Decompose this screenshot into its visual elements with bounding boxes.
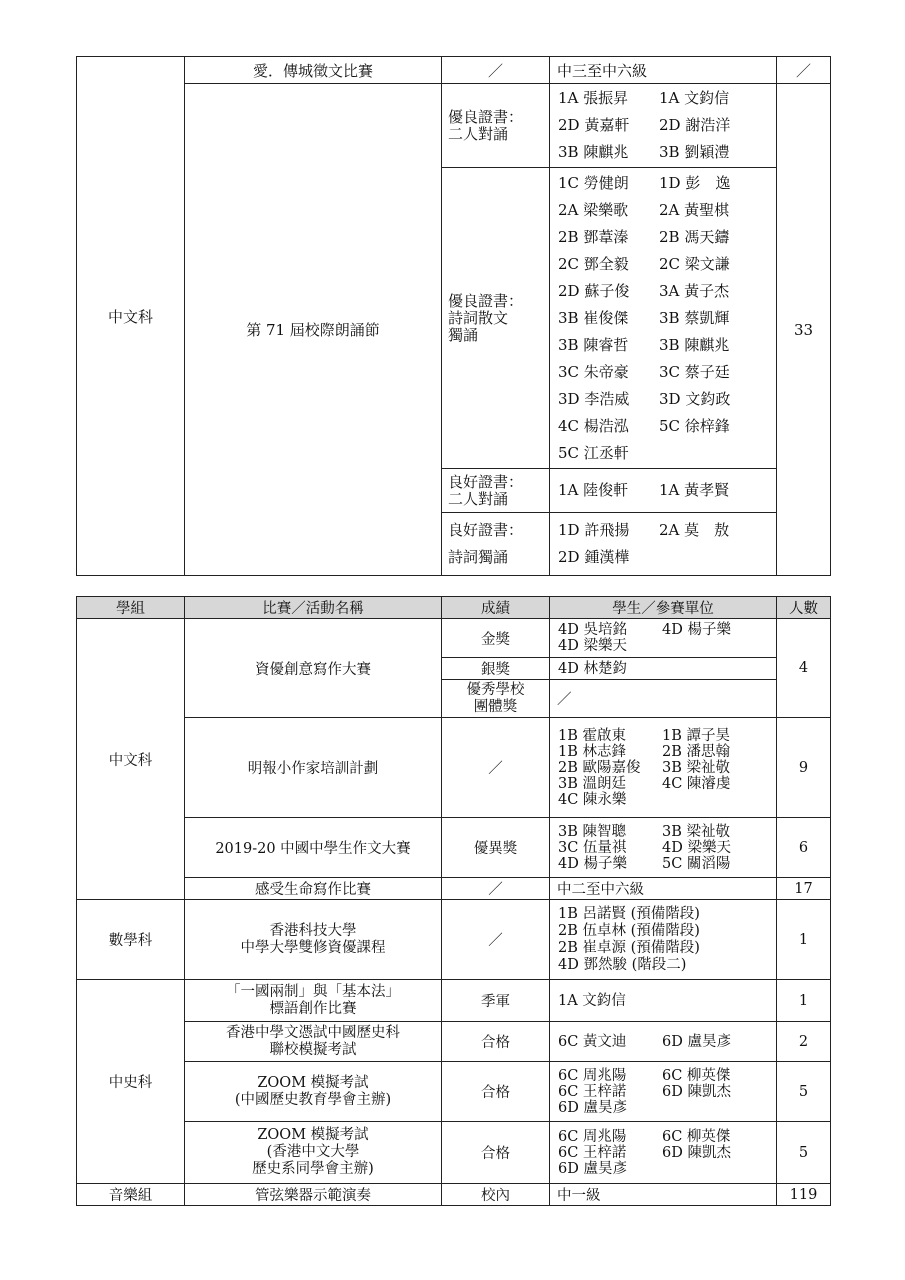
student-pair	[558, 1161, 768, 1177]
award-level-cell	[442, 84, 550, 168]
students-cell	[550, 469, 777, 513]
student-name: 4D 梁樂天	[558, 638, 627, 654]
subject-cell: 音樂組	[77, 1184, 185, 1206]
student-name: 4D 林楚鈞	[558, 660, 627, 677]
competition-name-line: 香港中學文憑試中國歷史科	[226, 1024, 400, 1041]
competition-name-line: 香港科技大學	[269, 922, 357, 939]
student-pair	[558, 776, 768, 792]
award-level-line: 詩詞獨誦	[448, 548, 509, 566]
student-pair	[558, 477, 768, 504]
student-pair	[558, 197, 768, 224]
student-name: 2C 鄧全毅	[558, 254, 629, 273]
student-name: 5C 徐梓鋒	[659, 416, 730, 435]
student-name: 6D 盧昊彥	[558, 1160, 627, 1177]
student-pair	[558, 728, 768, 744]
count-cell: 9	[777, 718, 831, 818]
student-name: 4D 楊子樂	[558, 855, 627, 872]
student-name: 6C 王梓諾	[558, 1083, 627, 1100]
result-cell: ／	[442, 878, 550, 900]
student-line: 2B 伍卓林 (預備階段)	[558, 922, 700, 939]
student-pair	[558, 544, 768, 571]
result-cell: 季軍	[442, 980, 550, 1022]
result-cell: 合格	[442, 1122, 550, 1184]
competition-name-line: 「一國兩制」與「基本法」	[226, 983, 400, 1000]
students-cell	[550, 619, 777, 658]
student-name: 6D 陳凱杰	[662, 1083, 731, 1100]
student-name: 1A 張振昇	[558, 89, 629, 107]
student-name: 3B 溫朗廷	[558, 775, 626, 792]
award-level-cell	[442, 469, 550, 513]
competition-name-line: (香港中文大學	[266, 1144, 360, 1160]
student-name: 1C 勞健朗	[558, 173, 629, 192]
student-name: 2A 梁樂歌	[558, 200, 629, 219]
students-cell	[550, 84, 777, 168]
competition-name-line: 歷史系同學會主辦)	[252, 1161, 374, 1177]
student-name: 6D 盧昊彥	[662, 1033, 731, 1050]
student-name: 6C 黃文迪	[558, 1033, 627, 1050]
result-cell: 銀獎	[442, 658, 550, 680]
students-cell	[550, 818, 777, 878]
student-pair	[558, 1100, 768, 1116]
student-pair	[558, 112, 768, 139]
student-name: 2D 謝浩洋	[659, 116, 731, 134]
student-name: 6C 周兆陽	[558, 1067, 627, 1084]
student-name: 1D 彭 逸	[659, 173, 731, 192]
student-name: 6D 盧昊彥	[558, 1099, 627, 1116]
count-cell: ／	[777, 57, 831, 84]
award-level-line: 優良證書：	[448, 291, 524, 310]
competition-name	[185, 1062, 442, 1122]
students-cell	[550, 168, 777, 469]
header-participants: 學生／參賽單位	[550, 597, 777, 619]
student-name: 3B 梁祉敬	[662, 823, 730, 840]
student-name: 4D 吳培銘	[558, 622, 627, 638]
students-cell	[550, 718, 777, 818]
competition-name: 愛．傳城徵文比賽	[185, 57, 442, 84]
result-cell: 金獎	[442, 619, 550, 658]
student-name: 3D 李浩威	[558, 389, 630, 408]
competition-name-line: ZOOM 模擬考試	[257, 1074, 369, 1091]
students-cell	[550, 900, 777, 980]
participants-cell: 中三至中六級	[550, 57, 777, 84]
award-level-line: 優良證書：	[448, 107, 524, 126]
competition-name: 2019-20 中國中學生作文大賽	[185, 818, 442, 878]
student-pair	[558, 413, 768, 440]
student-name: 3B 蔡凱輝	[659, 308, 730, 327]
student-name: 4D 梁樂天	[662, 839, 731, 856]
student-pair	[558, 622, 768, 638]
subject-cell: 數學科	[77, 900, 185, 980]
competition-name: 感受生命寫作比賽	[185, 878, 442, 900]
result-cell: 校內	[442, 1184, 550, 1206]
student-name: 1D 許飛揚	[558, 521, 630, 539]
header-row	[77, 597, 831, 619]
count-cell: 33	[777, 84, 831, 576]
student-name: 2C 梁文謙	[659, 254, 730, 273]
students-cell	[550, 513, 777, 576]
student-pair	[558, 1034, 768, 1050]
student-pair	[558, 517, 768, 544]
award-level-line: 二人對誦	[448, 489, 509, 508]
student-name: 2A 黃聖棋	[659, 200, 730, 219]
award-level-line: 二人對誦	[448, 124, 509, 143]
student-pair	[558, 139, 768, 166]
student-name: 2D 黃嘉軒	[558, 116, 630, 134]
student-name: 1B 林志鋒	[558, 743, 626, 760]
competition-name: 資優創意寫作大賽	[185, 619, 442, 718]
student-pair	[558, 993, 768, 1009]
student-name: 3B 崔俊傑	[558, 308, 629, 327]
student-name: 3B 陳智聰	[558, 823, 626, 840]
participants-cell: 中二至中六級	[550, 878, 777, 900]
student-name: 1A 文鈞信	[659, 89, 730, 107]
student-name: 6C 周兆陽	[558, 1128, 627, 1145]
student-pair	[558, 1068, 768, 1084]
student-pair	[558, 744, 768, 760]
student-name: 4C 陳永樂	[558, 791, 627, 808]
student-name: 3B 陳睿哲	[558, 335, 629, 354]
student-pair	[558, 305, 768, 332]
count-cell: 6	[777, 818, 831, 878]
student-name: 3C 朱帝豪	[558, 362, 629, 381]
result-line: 團體獎	[473, 698, 518, 715]
student-name: 1A 文鈞信	[558, 992, 626, 1009]
competition-name: 管弦樂器示範演奏	[185, 1184, 442, 1206]
result-cell	[442, 680, 550, 718]
student-name: 3B 劉穎澧	[659, 143, 730, 161]
student-pair	[558, 251, 768, 278]
student-pair	[558, 792, 768, 808]
student-pair	[558, 840, 768, 856]
student-pair	[558, 661, 768, 677]
student-name: 3B 陳麒兆	[558, 143, 629, 161]
header-count: 人數	[777, 597, 831, 619]
student-name: 4C 楊浩泓	[558, 416, 629, 435]
result-cell: ／	[442, 900, 550, 980]
result-line: 優秀學校	[466, 681, 525, 698]
student-pair	[558, 278, 768, 305]
student-name: 1A 陸俊軒	[558, 481, 629, 499]
competition-name	[185, 900, 442, 980]
student-pair	[558, 359, 768, 386]
student-pair	[558, 332, 768, 359]
award-level-cell	[442, 168, 550, 469]
awards-table-continued	[76, 56, 831, 576]
student-name: 6C 王梓諾	[558, 1144, 627, 1161]
subject-cell: 中史科	[77, 980, 185, 1184]
student-name: 3B 梁祉敬	[662, 759, 730, 776]
student-name: 3D 文鈞政	[659, 389, 731, 408]
student-name: 3B 陳麒兆	[659, 335, 730, 354]
subject-cell: 中文科	[77, 619, 185, 900]
students-cell	[550, 1022, 777, 1062]
count-cell: 1	[777, 900, 831, 980]
competition-name-line: 標語創作比賽	[269, 1000, 357, 1017]
competition-name-line: 聯校模擬考試	[269, 1041, 357, 1058]
student-name: 4C 陳濬虔	[662, 775, 731, 792]
competition-name	[185, 1022, 442, 1062]
count-cell: 5	[777, 1122, 831, 1184]
result-cell: 合格	[442, 1062, 550, 1122]
competition-name-line: (中國歷史教育學會主辦)	[234, 1091, 392, 1108]
student-name: 6C 柳英傑	[662, 1067, 731, 1084]
student-name: 2B 歐陽嘉俊	[558, 759, 641, 776]
student-name: 2B 馮天鑄	[659, 227, 730, 246]
student-pair	[558, 638, 768, 654]
award-level-line: 良好證書：	[448, 472, 524, 491]
result-cell: 合格	[442, 1022, 550, 1062]
student-line: 2B 崔卓源 (預備階段)	[558, 939, 700, 956]
count-cell: 119	[777, 1184, 831, 1206]
student-pair	[558, 824, 768, 840]
result-cell: ／	[442, 718, 550, 818]
student-name: 5C 關滔陽	[662, 855, 731, 872]
student-name: 2B 潘思翰	[662, 743, 730, 760]
student-pair	[558, 85, 768, 112]
student-pair	[558, 856, 768, 872]
student-pair	[558, 224, 768, 251]
count-cell: 2	[777, 1022, 831, 1062]
award-level-line: 詩詞散文	[448, 308, 509, 327]
participants-cell: 中一級	[550, 1184, 777, 1206]
competition-name: 第 71 屆校際朗誦節	[185, 84, 442, 576]
student-pair	[558, 386, 768, 413]
award-level-line: 良好證書：	[448, 521, 524, 539]
result-cell: 優異獎	[442, 818, 550, 878]
header-result: 成績	[442, 597, 550, 619]
count-cell: 17	[777, 878, 831, 900]
student-pair	[558, 1145, 768, 1161]
student-pair	[558, 440, 768, 467]
student-pair	[558, 1129, 768, 1145]
student-pair	[558, 170, 768, 197]
student-pair	[558, 760, 768, 776]
student-name: 1B 霍啟東	[558, 727, 626, 744]
student-name: 3C 蔡子廷	[659, 362, 730, 381]
count-cell: 4	[777, 619, 831, 718]
competition-name-line: ZOOM 模擬考試	[257, 1127, 369, 1143]
competition-name: 明報小作家培訓計劃	[185, 718, 442, 818]
students-cell	[550, 1062, 777, 1122]
student-name: 2A 莫 敖	[659, 521, 730, 539]
competition-name	[185, 980, 442, 1022]
student-name: 2D 鍾漢樺	[558, 548, 630, 566]
students-cell	[550, 658, 777, 680]
students-cell	[550, 1122, 777, 1184]
competition-name-line: 中學大學雙修資優課程	[240, 939, 386, 956]
awards-table	[76, 596, 831, 1206]
award-level-line: 獨誦	[448, 325, 479, 344]
count-cell: 1	[777, 980, 831, 1022]
participants-cell: ／	[550, 680, 777, 718]
subject-cell: 中文科	[77, 57, 185, 576]
student-name: 3A 黃子杰	[659, 281, 730, 300]
student-name: 6C 柳英傑	[662, 1128, 731, 1145]
competition-name	[185, 1122, 442, 1184]
student-line: 4D 鄧然駿 (階段二)	[558, 956, 687, 973]
student-name: 3C 伍量祺	[558, 839, 627, 856]
count-cell: 5	[777, 1062, 831, 1122]
award-level-cell	[442, 513, 550, 576]
student-name: 6D 陳凱杰	[662, 1144, 731, 1161]
student-name: 1B 譚子昊	[662, 727, 730, 744]
student-name: 5C 江丞軒	[558, 443, 629, 462]
student-name: 1A 黃孝賢	[659, 481, 730, 499]
header-competition: 比賽／活動名稱	[185, 597, 442, 619]
student-pair	[558, 1084, 768, 1100]
result-cell: ／	[442, 57, 550, 84]
student-line: 1B 呂諾賢 (預備階段)	[558, 905, 700, 922]
student-name: 4D 楊子樂	[662, 622, 731, 638]
student-name: 2B 鄧葦溱	[558, 227, 629, 246]
header-subject: 學組	[77, 597, 185, 619]
student-name: 2D 蘇子俊	[558, 281, 630, 300]
students-cell	[550, 980, 777, 1022]
